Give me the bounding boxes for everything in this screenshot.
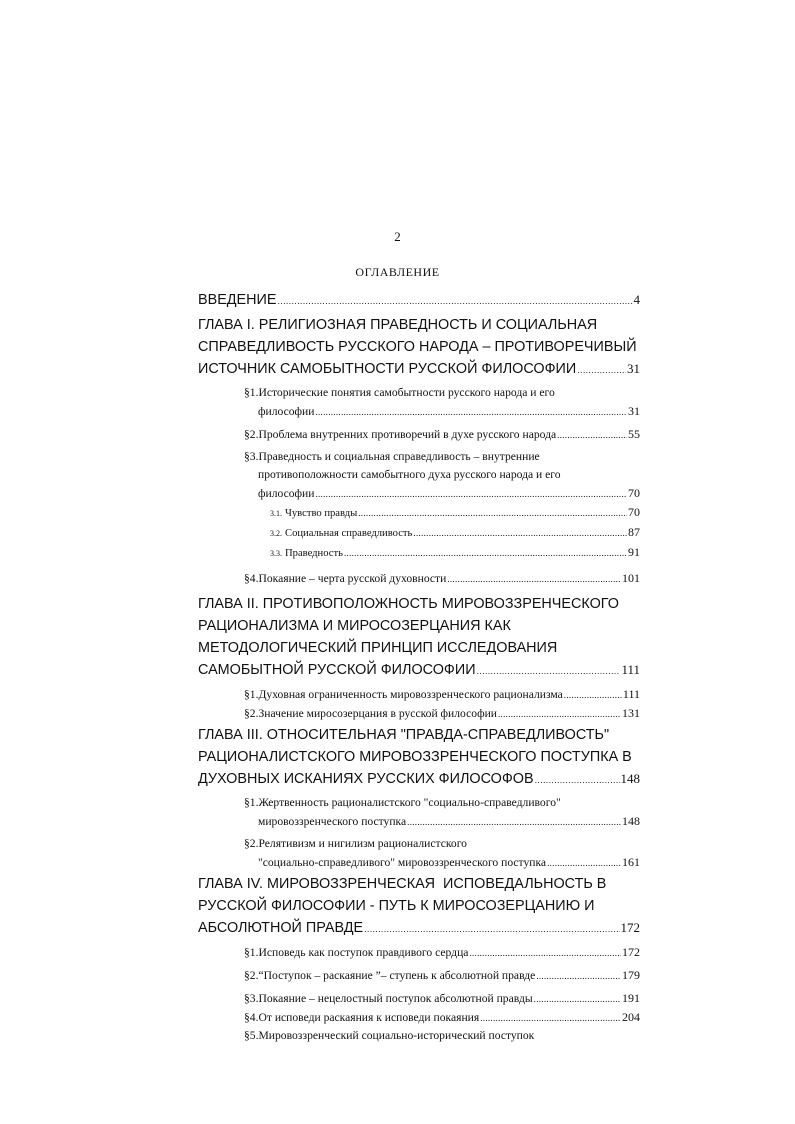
page-ref: 111 bbox=[621, 662, 640, 677]
entry-label: §1.Духовная ограниченность мировоззренческого рационализма bbox=[244, 688, 563, 701]
toc-section[interactable] bbox=[244, 966, 640, 985]
dot-leader bbox=[447, 570, 621, 588]
section-line: §1.Исторические понятия самобытности русского народа и его bbox=[244, 386, 555, 399]
chapter-title-line: СПРАВЕДЛИВОСТЬ РУССКОГО НАРОДА – ПРОТИВОРЕЧИВЫЙ bbox=[198, 339, 637, 355]
entry-label: философии bbox=[258, 405, 315, 418]
dot-leader bbox=[358, 504, 627, 522]
dot-leader bbox=[315, 403, 627, 421]
entry-label: Праведность bbox=[285, 548, 343, 559]
page-ref: 31 bbox=[627, 361, 640, 376]
page-ref: 111 bbox=[622, 687, 640, 701]
dot-leader bbox=[498, 705, 621, 723]
dot-leader bbox=[534, 990, 621, 1008]
chapter-title-line: МЕТОДОЛОГИЧЕСКИЙ ПРИНЦИП ИССЛЕДОВАНИЯ bbox=[198, 640, 558, 656]
chapter-title-line: РАЦИОНАЛИЗМА И МИРОСОЗЕРЦАНИЯ КАК bbox=[198, 618, 511, 634]
section-line: §3.Праведность и социальная справедливость – внутренние bbox=[244, 450, 540, 463]
toc-chapter-3[interactable] bbox=[198, 725, 640, 790]
chapter-title-last-line bbox=[198, 359, 640, 380]
entry-label: §4.От исповеди раскаяния к исповеди покаяния bbox=[244, 1011, 480, 1024]
page-ref: 55 bbox=[628, 427, 640, 441]
entry-label: Социальная справедливость bbox=[285, 528, 413, 539]
section-line: §2.Релятивизм и нигилизм рационалистского bbox=[244, 837, 467, 850]
toc-section[interactable] bbox=[244, 384, 640, 421]
page-ref: 179 bbox=[622, 968, 640, 982]
dot-leader bbox=[344, 544, 627, 562]
toc-section[interactable] bbox=[244, 794, 640, 831]
entry-label: §2.“Поступок – раскаяние ”– ступень к абсолютной правде bbox=[244, 969, 536, 982]
toc-section[interactable] bbox=[244, 685, 640, 704]
entry-label: §2.Значение миросозерцания в русской философии bbox=[244, 707, 497, 720]
page-ref: 70 bbox=[628, 486, 640, 500]
section-last-line bbox=[244, 402, 640, 421]
chapter-title-line: ГЛАВА III. ОТНОСИТЕЛЬНАЯ "ПРАВДА-СПРАВЕДЛИВОСТЬ" bbox=[198, 727, 610, 743]
chapter-title-last-line bbox=[198, 918, 640, 939]
page-number: 2 bbox=[394, 229, 401, 244]
toc-subsection[interactable] bbox=[270, 543, 640, 563]
toc-section[interactable]: §5.Мировоззренческий социально-исторический поступок bbox=[244, 1029, 535, 1042]
dot-leader bbox=[413, 524, 627, 542]
page-ref: 172 bbox=[622, 945, 640, 959]
toc-entry-intro[interactable] bbox=[198, 290, 640, 311]
subsection-number: 3.2. bbox=[270, 529, 282, 538]
page-ref: 4 bbox=[633, 292, 640, 307]
toc-section[interactable] bbox=[244, 569, 640, 588]
page-ref: 148 bbox=[622, 814, 640, 828]
section-line: противоположности самобытного духа русского народа и его bbox=[258, 468, 561, 481]
page-ref: 91 bbox=[628, 545, 640, 559]
page-ref: 148 bbox=[620, 771, 640, 786]
entry-label: АБСОЛЮТНОЙ ПРАВДЕ bbox=[198, 920, 364, 936]
chapter-title-last-line bbox=[198, 660, 640, 681]
toc-chapter-1[interactable] bbox=[198, 315, 640, 380]
page-ref: 204 bbox=[622, 1010, 640, 1024]
entry-label: Чувство правды bbox=[285, 508, 358, 519]
subsection-number: 3.1. bbox=[270, 509, 282, 518]
table-of-contents bbox=[198, 290, 640, 1045]
section-last-line bbox=[244, 812, 640, 831]
entry-label: мировоззренческого поступка bbox=[258, 815, 407, 828]
toc-section[interactable] bbox=[244, 425, 640, 444]
page-ref: 87 bbox=[628, 525, 640, 539]
page-ref: 101 bbox=[622, 571, 640, 585]
dot-leader bbox=[535, 770, 620, 790]
entry-label: ВВЕДЕНИЕ bbox=[198, 292, 277, 308]
entry-label: §4.Покаяние – черта русской духовности bbox=[244, 572, 447, 585]
page-ref: 131 bbox=[622, 706, 640, 720]
page-ref: 161 bbox=[622, 855, 640, 869]
entry-label: §1.Исповедь как поступок правдивого сердца bbox=[244, 946, 469, 959]
toc-section[interactable] bbox=[244, 448, 640, 503]
chapter-title-line: ГЛАВА I. РЕЛИГИОЗНАЯ ПРАВЕДНОСТЬ И СОЦИАЛЬНАЯ bbox=[198, 317, 598, 333]
subsection-number: 3.3. bbox=[270, 549, 282, 558]
section-last-line bbox=[244, 853, 640, 872]
dot-leader bbox=[469, 944, 621, 962]
entry-label: §3.Покаяние – нецелостный поступок абсолютной правды bbox=[244, 992, 533, 1005]
dot-leader bbox=[480, 1009, 621, 1027]
section-last-line bbox=[244, 484, 640, 503]
dot-leader bbox=[577, 360, 626, 380]
dot-leader bbox=[277, 291, 632, 311]
page-ref: 31 bbox=[628, 404, 640, 418]
entry-label: §2.Проблема внутренних противоречий в духе русского народа bbox=[244, 428, 557, 441]
toc-subsection[interactable] bbox=[270, 523, 640, 543]
section-line: §1.Жертвенность рационалистского "социально-справедливого" bbox=[244, 796, 561, 809]
dot-leader bbox=[557, 426, 627, 444]
page-ref: 70 bbox=[628, 505, 640, 519]
toc-section[interactable] bbox=[244, 943, 640, 962]
entry-label: философии bbox=[258, 487, 315, 500]
page-ref: 191 bbox=[622, 991, 640, 1005]
dot-leader bbox=[536, 967, 621, 985]
toc-section[interactable] bbox=[244, 704, 640, 723]
entry-label: ИСТОЧНИК САМОБЫТНОСТИ РУССКОЙ ФИЛОСОФИИ bbox=[198, 361, 577, 377]
chapter-title-line: ГЛАВА II. ПРОТИВОПОЛОЖНОСТЬ МИРОВОЗЗРЕНЧЕСКОГО bbox=[198, 596, 619, 612]
dot-leader bbox=[364, 919, 619, 939]
toc-subsection[interactable] bbox=[270, 503, 640, 523]
toc-section[interactable] bbox=[244, 1008, 640, 1027]
chapter-title-line: РУССКОЙ ФИЛОСОФИИ - ПУТЬ К МИРОСОЗЕРЦАНИЮ И bbox=[198, 898, 595, 914]
dot-leader bbox=[477, 661, 621, 681]
dot-leader bbox=[564, 686, 622, 704]
dot-leader bbox=[547, 854, 621, 872]
entry-label: ДУХОВНЫХ ИСКАНИЯХ РУССКИХ ФИЛОСОФОВ bbox=[198, 771, 534, 787]
toc-section[interactable] bbox=[244, 835, 640, 872]
chapter-title-line: РАЦИОНАЛИСТСКОГО МИРОВОЗЗРЕНЧЕСКОГО ПОСТУПКА В bbox=[198, 749, 632, 765]
chapter-title-last-line bbox=[198, 769, 640, 790]
dot-leader bbox=[407, 813, 621, 831]
entry-label: "социально-справедливого" мировоззренческого поступка bbox=[258, 856, 547, 869]
toc-chapter-4[interactable] bbox=[198, 874, 640, 939]
toc-section[interactable] bbox=[244, 989, 640, 1008]
toc-chapter-2[interactable] bbox=[198, 594, 640, 681]
toc-title: ОГЛАВЛЕНИЕ bbox=[355, 265, 440, 279]
chapter-title-line: ГЛАВА IV. МИРОВОЗЗРЕНЧЕСКАЯ ИСПОВЕДАЛЬНОСТЬ В bbox=[198, 876, 607, 892]
dot-leader bbox=[315, 485, 627, 503]
entry-label: САМОБЫТНОЙ РУССКОЙ ФИЛОСОФИИ bbox=[198, 662, 476, 678]
page-ref: 172 bbox=[620, 920, 640, 935]
